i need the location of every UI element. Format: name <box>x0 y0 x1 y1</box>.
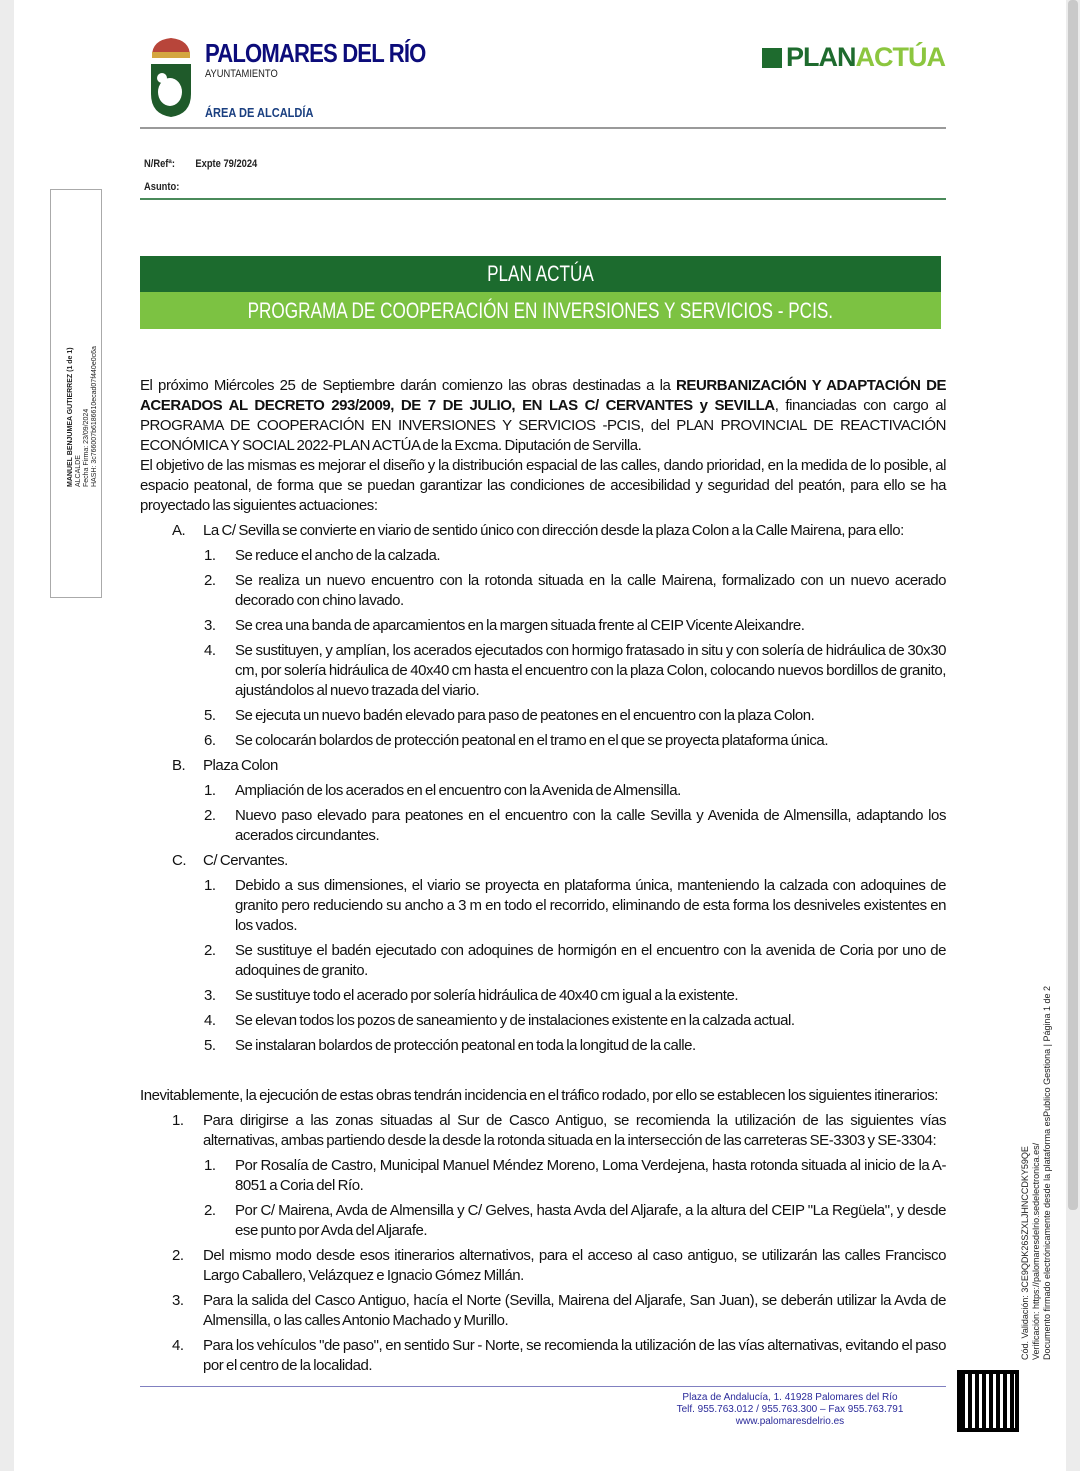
list-item <box>140 851 946 871</box>
intro-paragraph-2: El objetivo de las mismas es mejorar el diseño y la distribución espacial de las calles, dando prioridad, en la medida de lo posible, al espacio peatonal, de forma que se puedan garantizar las condiciones de accesibilidad y seguridad del peatón, para ello se ha proyectado las siguientes actuaciones: <box>140 457 946 514</box>
list-text: Del mismo modo desde esos itinerarios alternativos, para el acceso al caso antiguo, se utilizarán las calles Francisco Largo Caballero, Velázquez e Ignacio Gómez Millán. <box>203 1247 946 1284</box>
scrollbar[interactable] <box>1068 0 1078 1210</box>
list-number: 1. <box>204 1157 216 1174</box>
list-item <box>140 641 946 701</box>
list-number: A. <box>172 522 186 539</box>
list-number: 3. <box>204 617 216 634</box>
list-text: Para dirigirse a las zonas situadas al Sur de Casco Antiguo, se recomienda la utilización de las siguientes vías alternativas, ambas partiendo desde la desde la rotonda situada en la intersección de las carreteras SE-3303 y SE-3304: <box>203 1112 946 1149</box>
asunto-label: Asunto: <box>144 181 180 193</box>
list-item <box>140 571 946 611</box>
list-item <box>140 1111 946 1151</box>
footer-divider <box>140 1386 946 1387</box>
ayuntamiento-label: AYUNTAMIENTO <box>205 68 278 80</box>
list-item <box>140 1156 946 1196</box>
list-number: B. <box>172 757 186 774</box>
header-divider <box>140 127 946 129</box>
intro-text: , financiadas con cargo al PROGRAMA DE COOPERACIÓN EN INVERSIONES Y SERVICIOS -PCIS, del PLAN PROVINCIAL DE REACTIVACIÓN ECONÓMICA Y SOCIAL 2022-PLAN ACTÚA de la Excma. Diputación de Servilla. <box>140 397 947 454</box>
ref-value: Expte 79/2024 <box>195 158 258 170</box>
footer <box>640 1392 940 1428</box>
verification-text <box>1020 986 1053 1360</box>
signature-hash: HASH: 3c766007b6186610ecad07f440e0c6a <box>91 346 98 487</box>
list-item <box>140 756 946 776</box>
list-item <box>140 521 946 541</box>
list-number: 5. <box>204 1037 216 1054</box>
banner-title <box>140 256 941 292</box>
list-item <box>140 781 946 801</box>
list-item <box>140 706 946 726</box>
list-text: Por C/ Mairena, Avda de Almensilla y C/ Gelves, hasta Avda del Aljarafe, a la altura del CEIP "La Regüela", y desde ese punto por Avda del Aljarafe. <box>235 1202 946 1239</box>
list-number: 6. <box>204 732 216 749</box>
list-text: Se instalaran bolardos de protección peatonal en toda la longitud de la calle. <box>235 1037 696 1054</box>
list-item <box>140 986 946 1006</box>
traffic-intro: Inevitablemente, la ejecución de estas obras tendrán incidencia en el tráfico rodado, por ello se establecen los siguientes itinerarios: <box>140 1087 938 1104</box>
list-item <box>140 1036 946 1056</box>
list-item <box>140 876 946 936</box>
coat-of-arms-logo <box>148 34 194 118</box>
banner-title-text: PLAN ACTÚA <box>487 261 594 286</box>
verification-note: Documento firmado electrónicamente desde la plataforma esPublico Gestiona | Página 1 de 2 <box>1042 985 1052 1360</box>
list-item <box>140 1336 946 1376</box>
list-text: Se ejecuta un nuevo badén elevado para paso de peatones en el encuentro con la plaza Colon. <box>235 707 815 724</box>
validation-code: Cód. Validación: 3CE9QDK26SZXLJHNCCDKY59QE <box>1020 1146 1030 1360</box>
list-item <box>140 1201 946 1241</box>
list-text: Se sustituye el badén ejecutado con adoquines de hormigón en el encuentro con la avenida de Coria por uno de adoquines de granito. <box>235 942 946 979</box>
ref-line <box>144 158 257 170</box>
list-text: Plaza Colon <box>203 757 278 774</box>
list-text: Por Rosalía de Castro, Municipal Manuel Méndez Moreno, Loma Verdejena, hasta rotonda situada al inicio de la A-8051 a Coria del Río. <box>235 1157 946 1194</box>
ref-divider <box>140 198 946 200</box>
list-text: Para los vehículos "de paso", en sentido Sur - Norte, se recomienda la utilización de las vías alternativas, evitando el paso por el centro de la localidad. <box>203 1337 946 1374</box>
town-name: PALOMARES DEL RÍO <box>205 38 426 68</box>
signer-role: ALCALDE <box>75 455 82 487</box>
list-text: Se sustituye todo el acerado por solería hidráulica de 40x40 cm igual a la existente. <box>235 987 739 1004</box>
list-text: Para la salida del Casco Antiguo, hacía el Norte (Sevilla, Mairena del Aljarafe, San Juan), se deberán utilizar la Avda de Almensilla, o las calles Antonio Machado y Murillo. <box>203 1292 946 1329</box>
qr-code <box>957 1370 1019 1432</box>
footer-phones: Telf. 955.763.012 / 955.763.300 – Fax 955.763.791 <box>676 1404 904 1415</box>
actions-list <box>140 521 946 1056</box>
signature-box <box>50 189 102 598</box>
list-number: 2. <box>172 1247 184 1264</box>
list-text: C/ Cervantes. <box>203 852 288 869</box>
signature-date: Fecha Firma: 23/09/2024 <box>83 408 90 487</box>
list-number: 3. <box>172 1292 184 1309</box>
document-body <box>140 376 946 1376</box>
intro-text: El próximo Miércoles 25 de Septiembre darán comienzo las obras destinadas a la <box>140 377 677 394</box>
list-item <box>140 806 946 846</box>
list-number: 4. <box>172 1337 184 1354</box>
list-text: Nuevo paso elevado para peatones en el encuentro con la calle Sevilla y Avenida de Almensilla, adaptando los acerados circundantes. <box>235 807 946 844</box>
banner-subtitle-text: PROGRAMA DE COOPERACIÓN EN INVERSIONES Y SERVICIOS - PCIS. <box>247 298 834 323</box>
list-number: 2. <box>204 572 216 589</box>
list-item <box>140 616 946 636</box>
list-item <box>140 1246 946 1286</box>
itineraries-list <box>140 1111 946 1376</box>
list-number: 1. <box>204 877 216 894</box>
signer-name: MANUEL BENJUMEA GUTIERREZ (1 de 1) <box>67 347 74 487</box>
list-number: 4. <box>204 642 216 659</box>
verification-url[interactable]: Verificación: https://palomaresdelrio.sedelectronica.es/ <box>1031 1142 1041 1360</box>
diputacion-icon <box>762 48 782 68</box>
list-text: Se elevan todos los pozos de saneamiento y de instalaciones existente en la calzada actual. <box>235 1012 795 1029</box>
list-item <box>140 546 946 566</box>
list-number: 2. <box>204 807 216 824</box>
list-text: Se colocarán bolardos de protección peatonal en el tramo en el que se proyecta plataforma única. <box>235 732 829 749</box>
list-number: 1. <box>204 547 216 564</box>
list-number: 2. <box>204 942 216 959</box>
list-text: Se reduce el ancho de la calzada. <box>235 547 441 564</box>
list-number: 1. <box>204 782 216 799</box>
ref-label: N/Refª: <box>144 158 175 170</box>
list-item <box>140 941 946 981</box>
list-item <box>140 1011 946 1031</box>
logo-text-plan: PLAN <box>786 42 856 72</box>
list-item <box>140 731 946 751</box>
list-text: Se realiza un nuevo encuentro con la rotonda situada en la calle Mairena, formalizado con un nuevo acerado decorado con chino lavado. <box>235 572 946 609</box>
intro-paragraph-1 <box>140 376 946 456</box>
list-number: 4. <box>204 1012 216 1029</box>
list-text: Se sustituyen, y amplían, los acerados ejecutados con hormigo fratasado in situ y con solería de hidráulica de 30x30 cm, por solería hidráulica de 40x40 cm hasta el encuentro con la plaza Colon, colocando nuevos bordillos de granito, ajustándolos al nuevo trazada del viario. <box>235 642 946 699</box>
list-text: Se crea una banda de aparcamientos en la margen situada frente al CEIP Vicente Aleixandre. <box>235 617 805 634</box>
footer-web[interactable]: www.palomaresdelrio.es <box>735 1416 845 1427</box>
list-text: Ampliación de los acerados en el encuentro con la Avenida de Almensilla. <box>235 782 681 799</box>
list-text: La C/ Sevilla se convierte en viario de sentido único con dirección desde la plaza Colon a la Calle Mairena, para ello: <box>203 522 904 539</box>
signature-text <box>67 187 99 487</box>
area-label: ÁREA DE ALCALDÍA <box>205 105 314 120</box>
logo-text-actua: ACTÚA <box>855 42 945 72</box>
list-number: 2. <box>204 1202 216 1219</box>
list-number: 5. <box>204 707 216 724</box>
footer-address: Plaza de Andalucía, 1. 41928 Palomares del Río <box>682 1392 898 1403</box>
banner-subtitle <box>140 292 941 329</box>
list-item <box>140 1291 946 1331</box>
list-text: Debido a sus dimensiones, el viario se proyecta en plataforma única, manteniendo la calzada con adoquines de granito pero reduciendo su ancho a 3 m en todo el recorrido, eliminando de esta forma los desniveles existentes en los vados. <box>235 877 946 934</box>
intro-bold: REURBANIZACIÓN Y ADAPTACIÓN DE ACERADOS AL DECRETO 293/2009, DE 7 DE JULIO, EN LAS C/ CERVANTES y SEVILLA <box>140 377 947 414</box>
plan-actua-logo <box>762 42 945 73</box>
list-number: C. <box>172 852 187 869</box>
list-number: 1. <box>172 1112 184 1129</box>
list-number: 3. <box>204 987 216 1004</box>
